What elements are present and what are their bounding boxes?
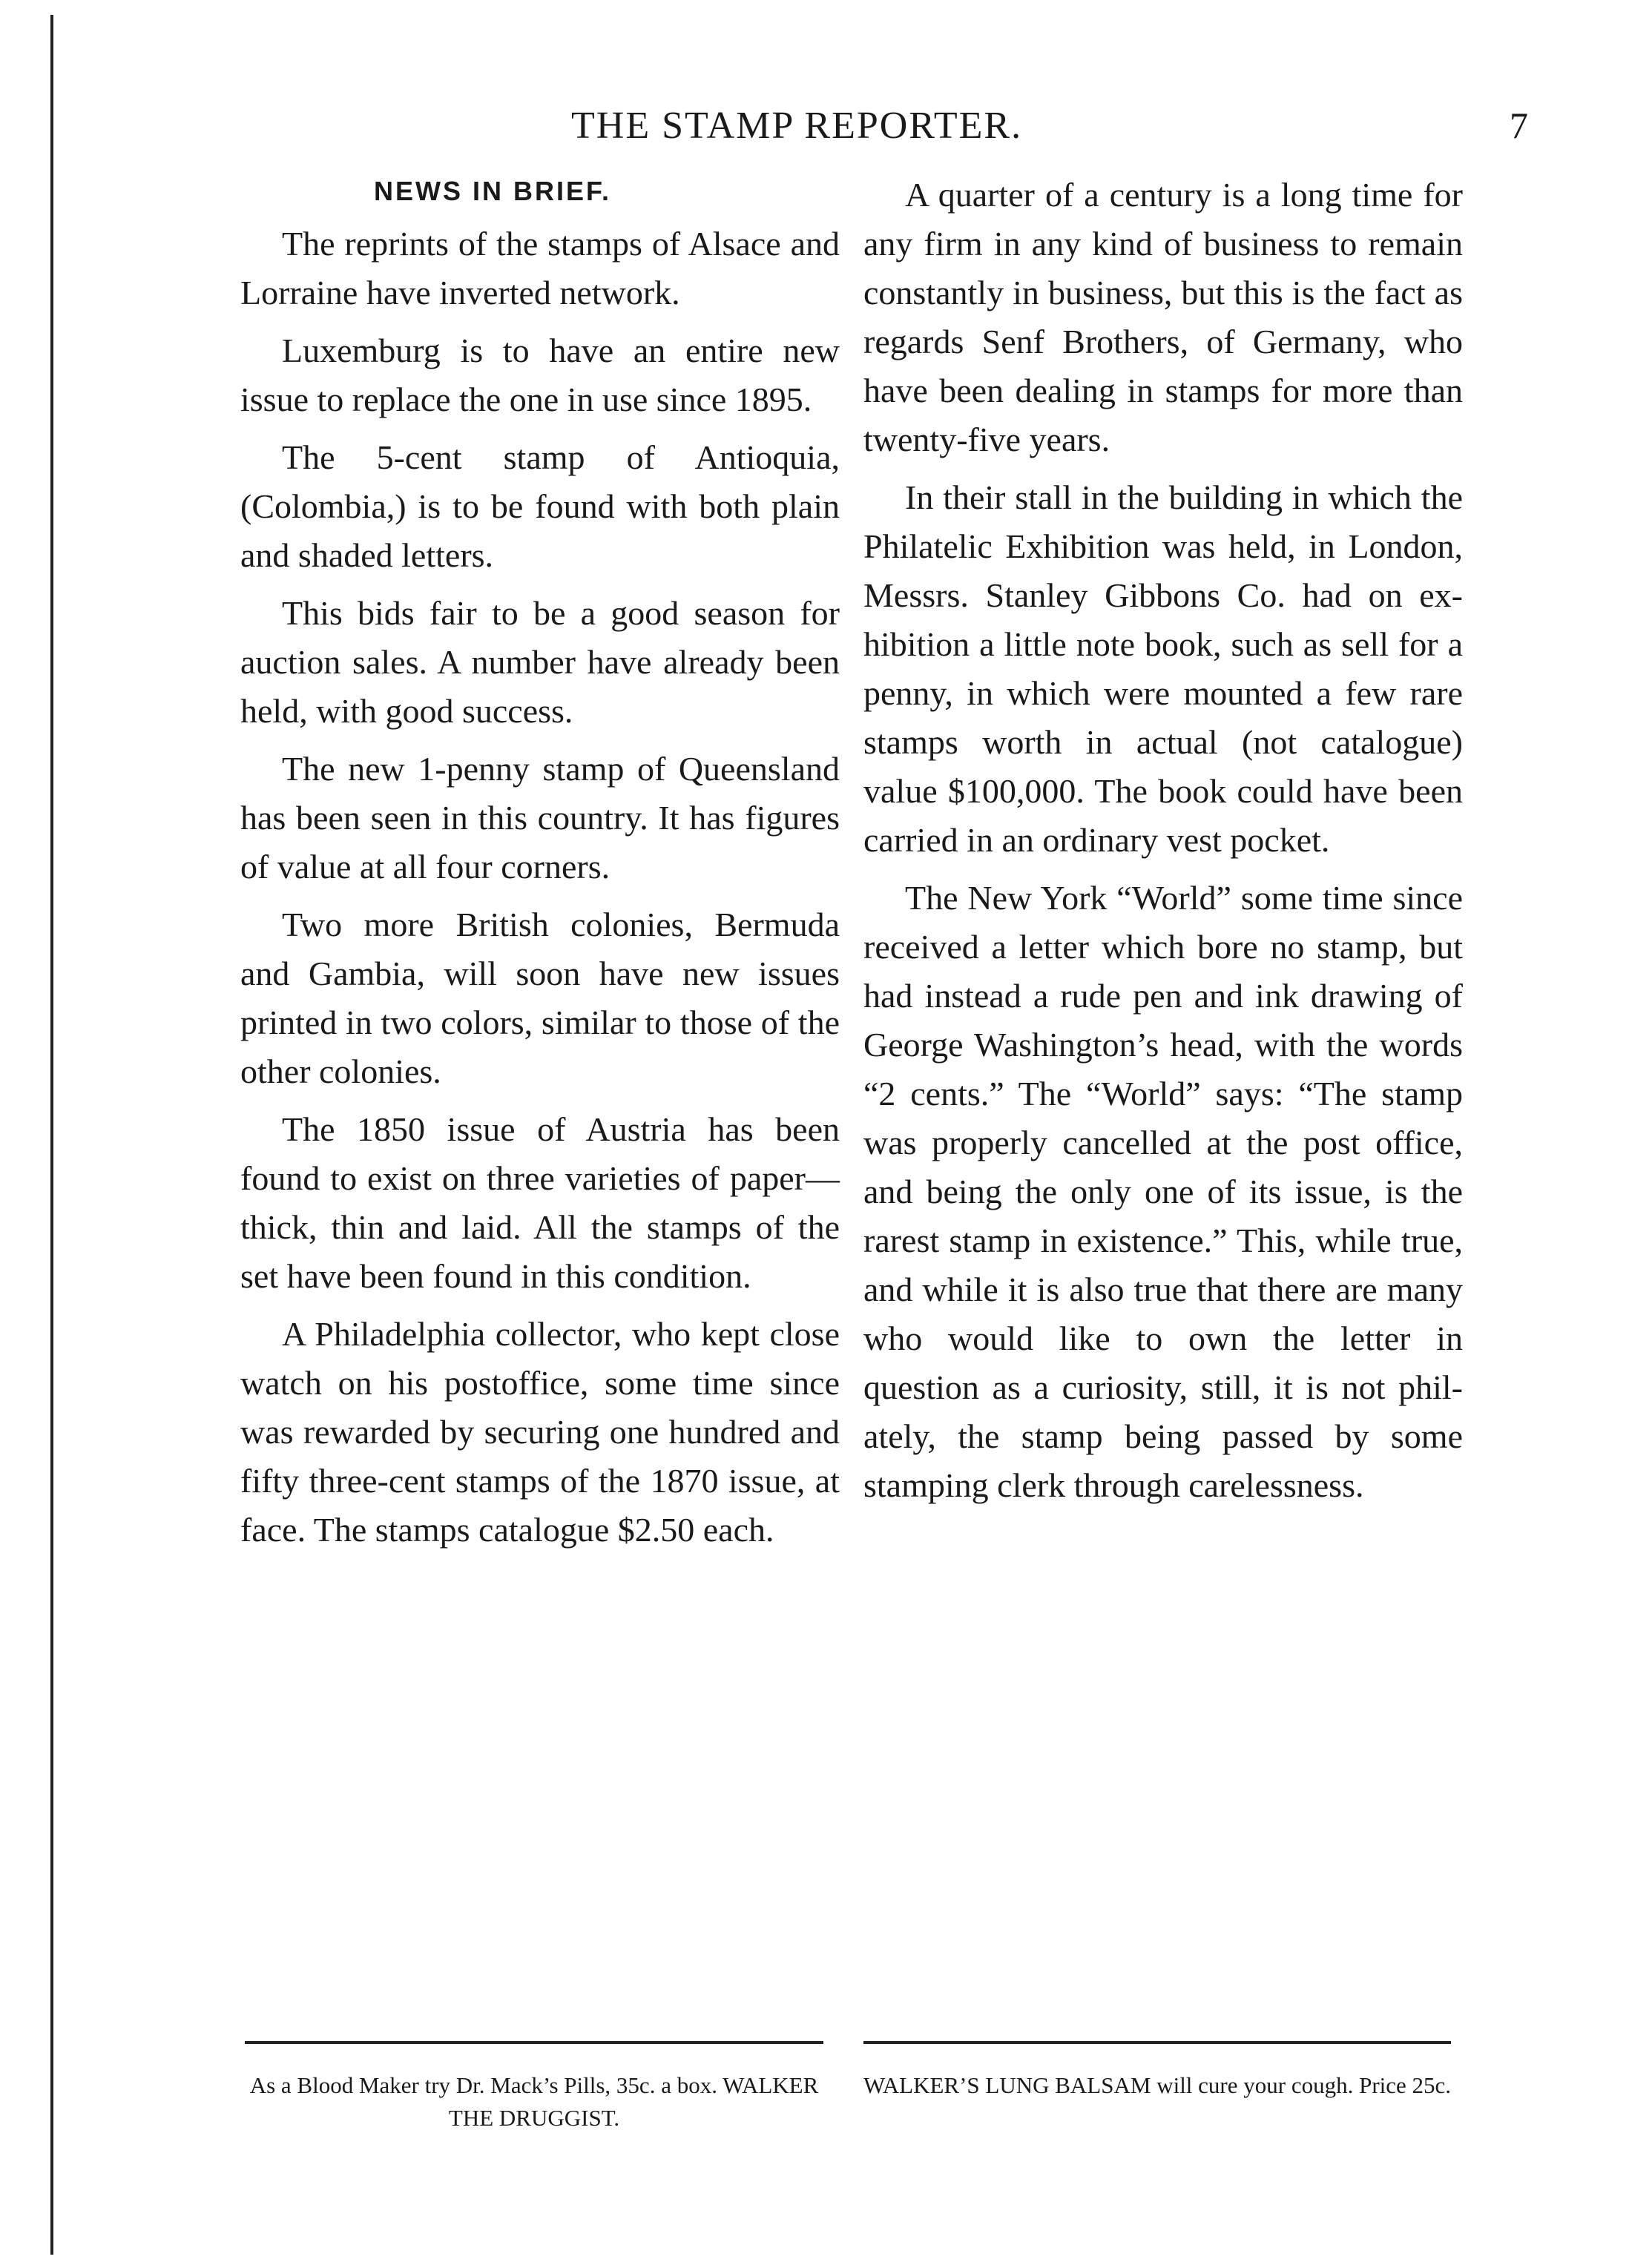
news-paragraph: The new 1-penny stamp of Queensland has been seen in this country. It has figures of value at all four corners. [240, 750, 840, 886]
advertisement-left: As a Blood Maker try Dr. Mack’s Pills, 35c. a box. WALKER THE DRUGGIST. [249, 2072, 819, 2131]
page-edge-line [50, 15, 53, 2255]
news-paragraph: A Philadelphia collector, who kept close watch on his postoffice, some time since was rewarded by securing one hundred and fifty three-cent stamps of the 1870 issue, at face. The stamps catalogue $2.50 each. [240, 1315, 840, 1549]
news-paragraph: Two more British colonies, Bermuda and Gambia, will soon have new issues printed in two colors, similar to those of the other colonies. [240, 906, 840, 1090]
news-paragraph: In their stall in the building in which the Philatelic Exhibition was held, in London, Messrs. Stanley Gibbons Co. had on exhibition a little note book, such as sell for a penny, in which were mounted a few rare stamps worth in actual (not catalogue) value $100,000. The book could have been carried in an ordinary vest pocket. [863, 478, 1463, 859]
news-paragraph: The New York “World” some time since received a letter which bore no stamp, but had instead a rude pen and ink drawing of George Washington’s head, with the words “2 cents.” The “World” says: “The stamp was properly cancelled at the post office, and being the only one of its issue, is the rarest stamp in existence.” This, while true, and while it is also true that there are many who would like to own the letter in question as a curiosity, still, it is not philately, the stamp being passed by some stamping clerk through carelessness. [863, 879, 1463, 1504]
page-header [245, 104, 1528, 163]
footer-rule-left [245, 2041, 823, 2044]
news-paragraph: The 5-cent stamp of Antioquia, (Colombia,) is to be found with both plain and shaded letters. [240, 438, 840, 574]
news-paragraph: The reprints of the stamps of Alsace and Lorraine have inverted network. [240, 225, 840, 311]
section-heading: NEWS IN BRIEF. [374, 176, 612, 206]
news-paragraph: The 1850 issue of Austria has been found to exist on three varieties of paper—thick, thin and laid. All the stamps of the set have been found in this condition. [240, 1110, 840, 1295]
footer-rule-right [863, 2041, 1451, 2044]
page-number: 7 [1510, 105, 1528, 146]
journal-title: THE STAMP REPORTER. [571, 105, 1023, 147]
news-paragraph: This bids fair to be a good season for auction sales. A number have already been held, with good success. [240, 594, 840, 730]
advertisement-right: WALKER’S LUNG BALSAM will cure your cough. Price 25c. [863, 2072, 1452, 2098]
left-column [240, 171, 840, 1995]
news-paragraph: Luxemburg is to have an entire new issue to replace the one in use since 1895. [240, 332, 840, 418]
news-paragraph: A quarter of a century is a long time for any firm in any kind of business to remain constantly in business, but this is the fact as regards Senf Brothers, of Germany, who have been dealing in stamps for more than twenty-five years. [863, 176, 1463, 458]
right-column [863, 171, 1463, 1995]
